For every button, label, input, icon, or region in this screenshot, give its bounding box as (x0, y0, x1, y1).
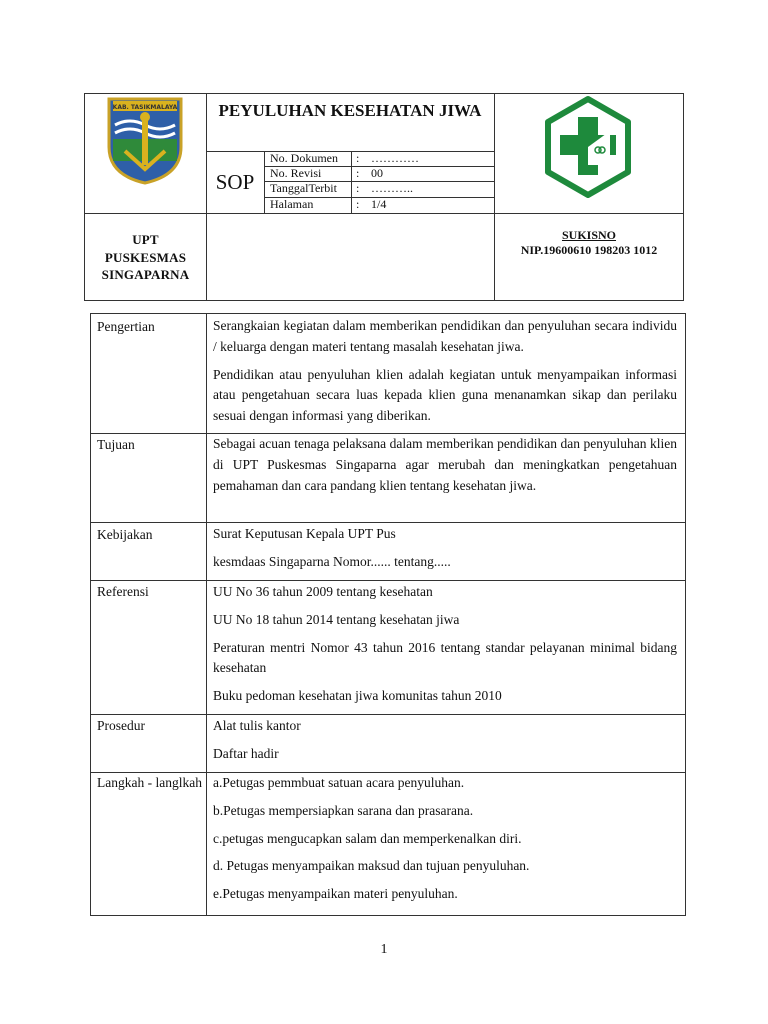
header-divider (351, 151, 352, 213)
table-divider (90, 714, 686, 715)
header-divider (264, 151, 265, 213)
paragraph: Alat tulis kantor (213, 718, 301, 733)
meta-label-revision: No. Revisi (270, 166, 322, 180)
crest-text: KAB. TASIKMALAYA (112, 104, 178, 111)
regency-crest-logo (105, 95, 185, 185)
meta-colon: : (356, 151, 360, 165)
table-divider (90, 580, 686, 581)
row-label-tujuan: Tujuan (97, 437, 135, 452)
puskesmas-logo (544, 95, 632, 199)
paragraph: Serangkaian kegiatan dalam memberikan pendidikan dan penyuluhan secara individu / keluarga dengan materi tentang masalah kesehatan jiwa. (213, 318, 677, 354)
paragraph: Sebagai acuan tenaga pelaksana dalam memberikan pendidikan dan penyuluhan klien di UPT Puskesmas Singaparna agar merubah dan meningkatkan pengetahuan pemahaman dan cara pandang klien tentang kesehatan jiwa. (213, 436, 677, 493)
meta-colon: : (356, 197, 360, 211)
org-line: PUSKESMAS (104, 249, 187, 265)
meta-value-revision: 00 (371, 166, 383, 180)
page-number: 1 (380, 942, 388, 957)
row-label-kebijakan: Kebijakan (97, 527, 153, 542)
meta-label-page: Halaman (270, 197, 314, 211)
signatory-nip: NIP.19600610 198203 1012 (520, 243, 658, 257)
step-item: b.Petugas mempersiapkan sarana dan prasarana. (213, 802, 474, 818)
header-divider (494, 93, 495, 301)
paragraph: Daftar hadir (213, 745, 279, 761)
meta-label-document-number: No. Dokumen (270, 151, 338, 165)
header-divider (84, 213, 684, 214)
document-title: PEYULUHAN KESEHATAN JIWA (218, 101, 482, 120)
org-line: UPT (132, 232, 159, 247)
meta-colon: : (356, 181, 360, 195)
signatory-name: SUKISNO (561, 228, 617, 242)
organization-name (85, 231, 206, 284)
step-item: e.Petugas menyampaikan materi penyuluhan. (213, 886, 458, 902)
meta-label-issue-date: TanggalTerbit (270, 181, 337, 195)
row-content-referensi (213, 582, 677, 714)
meta-value-page: 1/4 (371, 197, 387, 211)
paragraph: Pendidikan atau penyuluhan klien adalah kegiatan untuk menyampaikan informasi atau pengetahuan secara luas kepada klien guna menanamkan sikap dan perilaku sesuai dengan informasi yang diberikan. (213, 366, 677, 424)
row-content-langkah (213, 773, 677, 912)
signatory (495, 228, 683, 258)
paragraph: kesmdaas Singaparna Nomor...... tentang..... (213, 553, 451, 569)
meta-colon: : (356, 166, 360, 180)
row-content-prosedur (213, 716, 677, 772)
step-item: a.Petugas pemmbuat satuan acara penyuluhan. (213, 775, 465, 790)
table-divider (90, 522, 686, 523)
row-label-langkah: Langkah - langlkah (97, 775, 202, 790)
step-item: d. Petugas menyampaikan maksud dan tujuan penyuluhan. (213, 858, 530, 874)
org-line: SINGAPARNA (101, 267, 190, 282)
row-content-pengertian (213, 316, 677, 434)
paragraph: UU No 18 tahun 2014 tentang kesehatan jiwa (213, 611, 460, 627)
row-label-referensi: Referensi (97, 584, 149, 599)
meta-value-document-number: ………… (371, 151, 419, 165)
paragraph: Peraturan mentri Nomor 43 tahun 2016 tentang standar pelayanan minimal bidang kesehatan (213, 639, 677, 676)
table-divider (206, 313, 207, 916)
row-label-prosedur: Prosedur (97, 718, 145, 733)
paragraph: Buku pedoman kesehatan jiwa komunitas tahun 2010 (213, 688, 502, 704)
paragraph: Surat Keputusan Kepala UPT Pus (213, 526, 396, 541)
sop-label: SOP (215, 170, 255, 194)
row-content-kebijakan (213, 524, 677, 580)
meta-value-issue-date: ……….. (371, 181, 413, 195)
paragraph: UU No 36 tahun 2009 tentang kesehatan (213, 584, 433, 599)
row-label-pengertian: Pengertian (97, 319, 155, 334)
row-content-tujuan (213, 434, 677, 503)
step-item: c.petugas mengucapkan salam dan memperkenalkan diri. (213, 830, 522, 846)
